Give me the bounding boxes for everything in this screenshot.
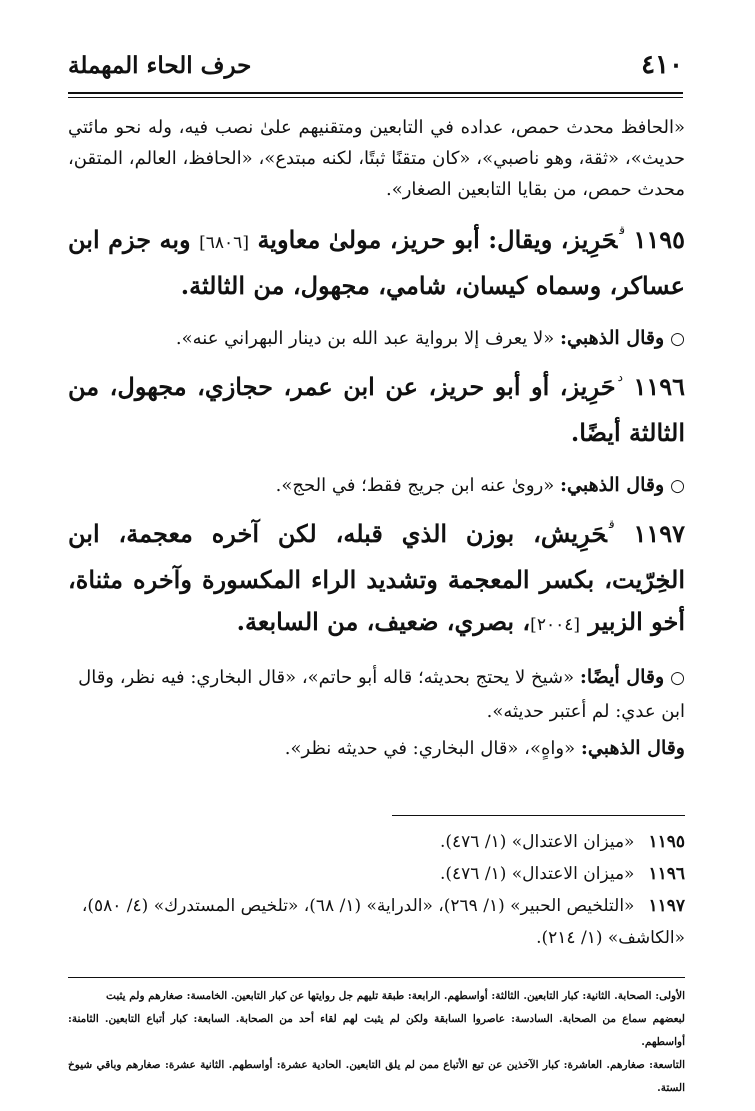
footnote [68, 890, 685, 954]
footnote-text: «التلخيص الحبير» (١/ ٢٦٩)، «الدراية» (١/ ٦٨)، «تلخيص المستدرك» (٤/ ٥٨٠)، «الكاشف» (١/ ٢١٤). [81, 896, 685, 948]
dhahabi-note [68, 731, 685, 766]
tabaqat-legend [68, 985, 685, 1100]
siglum-mark: ق [608, 517, 615, 531]
note-lead: وقال الذهبي: [560, 327, 665, 349]
legend-line: الأولى: الصحابة. الثانية: كبار التابعين. الثالثة: أواسطهم. الرابعة: طبقة تليهم جل روايتها عن كبار التابعين. الخامسة: صغارهم ولم يثبت [106, 990, 685, 1002]
footnote-number: ١١٩٥ [648, 832, 685, 852]
entry-name: حَرِيز [567, 372, 616, 401]
dhahabi-note: ○وقال الذهبي: «لا يعرف إلا برواية عبد الله بن دينار البهراني عنه». [175, 327, 685, 349]
page-header [68, 50, 683, 90]
footnote-divider [392, 815, 685, 816]
entry-text: ، بصري، ضعيف، من السابعة. [236, 607, 531, 636]
legend-line: لبعضهم سماع من الصحابة. السادسة: عاصروا السابقة ولكن لم يثبت لهم لقاء أحد من الصحابة. السابعة: كبار أتباع التابعين. الثامنة: أواسطهم. [68, 1013, 685, 1048]
header-divider [68, 92, 683, 98]
siglum-mark: د [617, 370, 623, 384]
footnotes [68, 826, 685, 954]
entry-text: ، أو أبو حريز، عن ابن عمر، حجازي، مجهول، من الثالثة أيضًا. [68, 372, 685, 447]
entry-name: حَرِيز [568, 225, 618, 254]
page-number: ٤١٠ [641, 50, 683, 80]
note-lead: وقال الذهبي: [560, 474, 665, 496]
entry-number: ١١٩٦ [633, 372, 686, 401]
entry-text: ، بوزن الذي قبله، لكن آخره معجمة، ابن الخِرّيت، بكسر المعجمة وتشديد الراء المكسورة وآخره مثناة، أخو الزبير [68, 519, 685, 636]
entry-1196 [68, 366, 685, 454]
note-lead: وقال الذهبي: [580, 737, 685, 759]
entry-number: ١١٩٧ [633, 519, 685, 548]
dhahabi-note: ○وقال الذهبي: «روىٰ عنه ابن جريج فقط؛ في الحج». [275, 474, 685, 496]
note-text: «واهٍ»، «قال البخاري: في حديثه نظر». [284, 738, 576, 759]
footnote-text: «ميزان الاعتدال» (١/ ٤٧٦). [439, 864, 635, 884]
note-lead: وقال أيضًا: [579, 666, 665, 688]
cross-reference: [٦٨٠٦] [199, 233, 249, 253]
note-text: «لا يعرف إلا برواية عبد الله بن دينار البهراني عنه». [175, 328, 555, 349]
cross-reference: [٢٠٠٤] [530, 615, 580, 635]
entry-1197 [68, 513, 685, 646]
note-text: «روىٰ عنه ابن جريج فقط؛ في الحج». [275, 475, 555, 496]
running-title: حرف الحاء المهملة [68, 52, 252, 79]
footnote [68, 858, 685, 890]
entry-name: حَرِيش [540, 519, 607, 548]
continuation-paragraph: «الحافظ محدث حمص، عداده في التابعين ومتقنيهم علىٰ نصب فيه، وله نحو مائتي حديث»، «ثقة، وهو ناصبي»، «كان متقنًا ثبتًا، لكنه مبتدع»، «الحافظ، العالم، المتقن، محدث حمص، من بقايا التابعين الصغار». [68, 117, 685, 200]
main-text [68, 112, 685, 776]
entry-number: ١١٩٥ [633, 225, 685, 254]
footnote-number: ١١٩٦ [648, 864, 685, 884]
footnote-text: «ميزان الاعتدال» (١/ ٤٧٦). [439, 832, 635, 852]
entry-text: وبه جزم ابن عساكر، وسماه كيسان، شامي، مجهول، من الثالثة. [68, 225, 685, 300]
legend-line: التاسعة: صغارهم. العاشرة: كبار الآخذين عن تبع الأتباع ممن لم يلق التابعين. الحادية عشرة: أواسطهم. الثانية عشرة: صغارهم وباقي شيوخ الستة. [68, 1059, 685, 1094]
siglum-mark: ق [619, 223, 625, 237]
note-text: «شيخ لا يحتج بحديثه؛ قاله أبو حاتم»، «قال البخاري: فيه نظر، وقال ابن عدي: لم أعتبر حديثه». [78, 667, 685, 722]
footnote [68, 826, 685, 858]
footnote-number: ١١٩٧ [648, 896, 685, 916]
legend-divider [68, 977, 685, 978]
also-note: ○وقال أيضًا: «شيخ لا يحتج بحديثه؛ قاله أبو حاتم»، «قال البخاري: فيه نظر، وقال ابن عدي: لم أعتبر حديثه». [78, 666, 685, 722]
entry-text: ، ويقال: أبو حريز، مولىٰ معاوية [257, 225, 569, 254]
entry-1195 [68, 219, 685, 307]
